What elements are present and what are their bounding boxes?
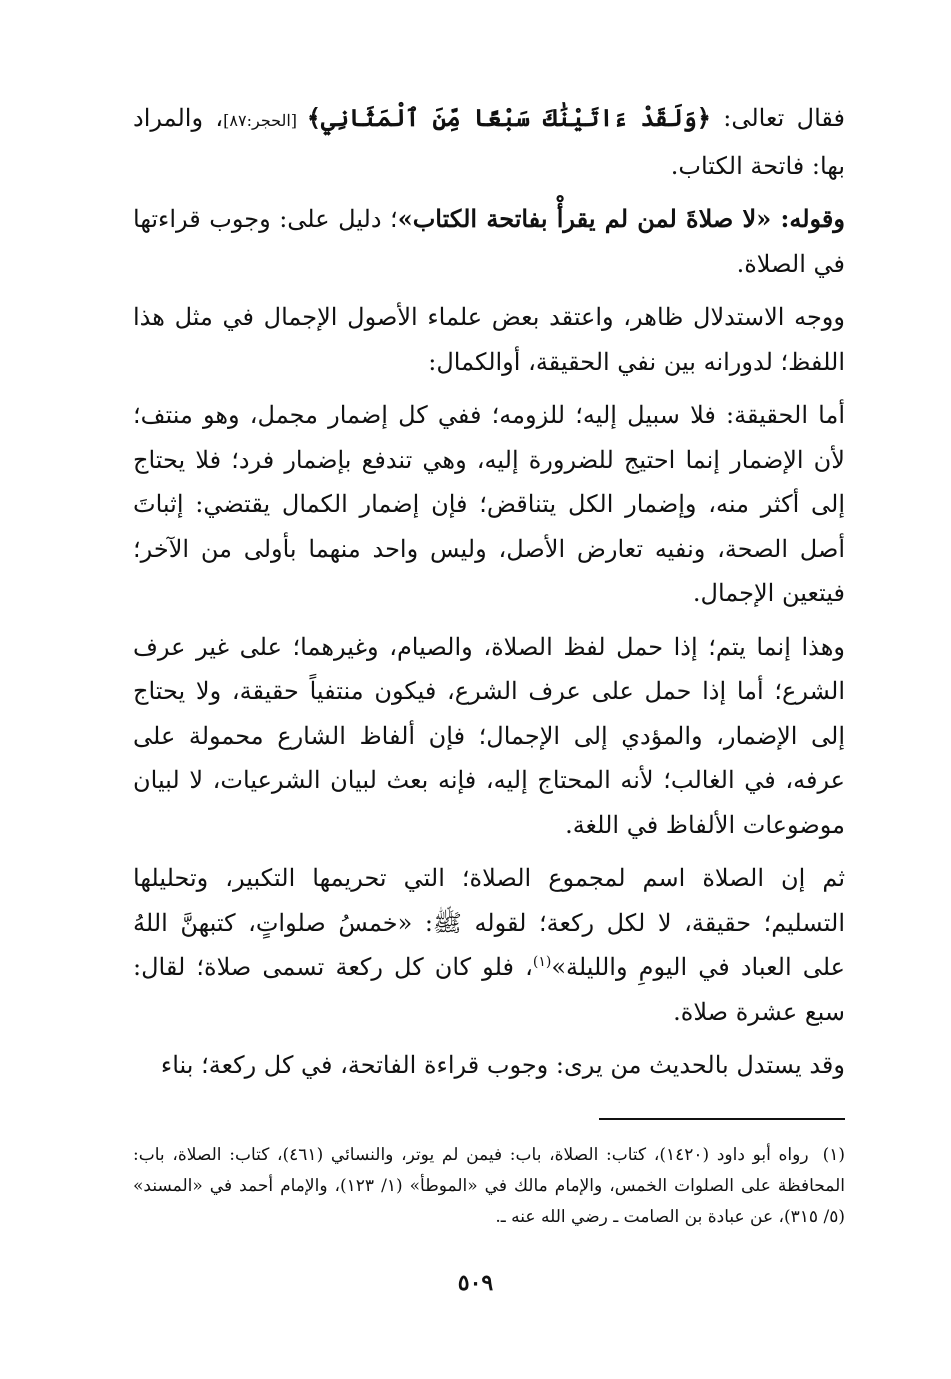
- hadith-quote: وقوله: «لا صلاةَ لمن لم يقرأْ بفاتحة الكتاب»: [397, 204, 845, 233]
- paragraph-2-rest: ؛ دليل على: وجوب قراءتها في الصلاة.: [133, 205, 845, 278]
- paragraph-6: [133, 856, 845, 1034]
- page-body: [133, 96, 845, 1097]
- paragraph-2: [133, 197, 845, 286]
- footnote-text: رواه أبو داود (١٤٢٠)، كتاب: الصلاة، باب: فيمن لم يوتر، والنسائي (٤٦١)، كتاب: الصلاة، باب: المحافظة على الصلوات الخمس، والإمام مالك في «الموطأ» (١/ ١٢٣)، والإمام أحمد في «المسند» (٥/ ٣١٥)، عن عبادة بن الصامت ـ رضي الله عنه ـ.: [133, 1145, 845, 1227]
- paragraph-6-text: ثم إن الصلاة اسم لمجموع الصلاة؛ التي تحريمها التكبير، وتحليلها التسليم؛ حقيقة، لا لكل ركعة؛ لقوله ﷺ: «خمسُ صلواتٍ، كتبهنَّ اللهُ على العباد في اليومِ والليلة»: [133, 864, 846, 981]
- footnote-number: (١): [822, 1145, 845, 1165]
- paragraph-1-intro: فقال تعالى:: [710, 104, 845, 132]
- footnote-marker: (١): [532, 954, 552, 970]
- quran-verse: ﴿وَلَقَدْ ءَاتَيْنَٰكَ سَبْعًا مِّنَ ٱلْمَثَانِي﴾: [306, 103, 711, 132]
- footnote-divider: [599, 1118, 845, 1120]
- paragraph-6-rest: ، فلو كان كل ركعة تسمى صلاة؛ لقال: سبع عشرة صلاة.: [133, 953, 845, 1026]
- paragraph-1: [133, 96, 845, 188]
- paragraph-7: وقد يستدل بالحديث من يرى: وجوب قراءة الفاتحة، في كل ركعة؛ بناء: [160, 1051, 845, 1079]
- paragraph-3: ووجه الاستدلال ظاهر، واعتقد بعض علماء الأصول الإجمال في مثل هذا اللفظ؛ لدورانه بين نفي الحقيقة، أوالكمال:: [133, 303, 845, 376]
- footnote: [133, 1140, 845, 1233]
- paragraph-1-rest: ، والمراد بها: فاتحة الكتاب.: [133, 104, 845, 180]
- page-number: ٥٠٩: [457, 1270, 494, 1296]
- paragraph-5: وهذا إنما يتم؛ إذا حمل لفظ الصلاة، والصيام، وغيرهما؛ على غير عرف الشرع؛ أما إذا حمل على عرف الشرع، فيكون منتفياً حقيقة، ولا يحتاج إلى الإضمار، والمؤدي إلى الإجمال؛ فإن ألفاظ الشارع محمولة على عرفه، في الغالب؛ لأنه المحتاج إليه، فإنه بعث لبيان الشرعيات، لا لبيان موضوعات الألفاظ في اللغة.: [133, 632, 845, 839]
- quran-reference: [الحجر:٨٧]: [223, 111, 307, 130]
- paragraph-4: أما الحقيقة: فلا سبيل إليه؛ للزومه؛ ففي كل إضمار مجمل، وهو منتف؛ لأن الإضمار إنما احتيج للضرورة إليه، وهي تندفع بإضمار فرد؛ فلا يحتاج إلى أكثر منه، وإضمار الكل يتناقض؛ فإن إضمار الكمال يقتضي: إثباتَ أصل الصحة، ونفيه تعارض الأصل، وليس واحد منهما بأولى من الآخر؛ فيتعين الإجمال.: [133, 401, 845, 607]
